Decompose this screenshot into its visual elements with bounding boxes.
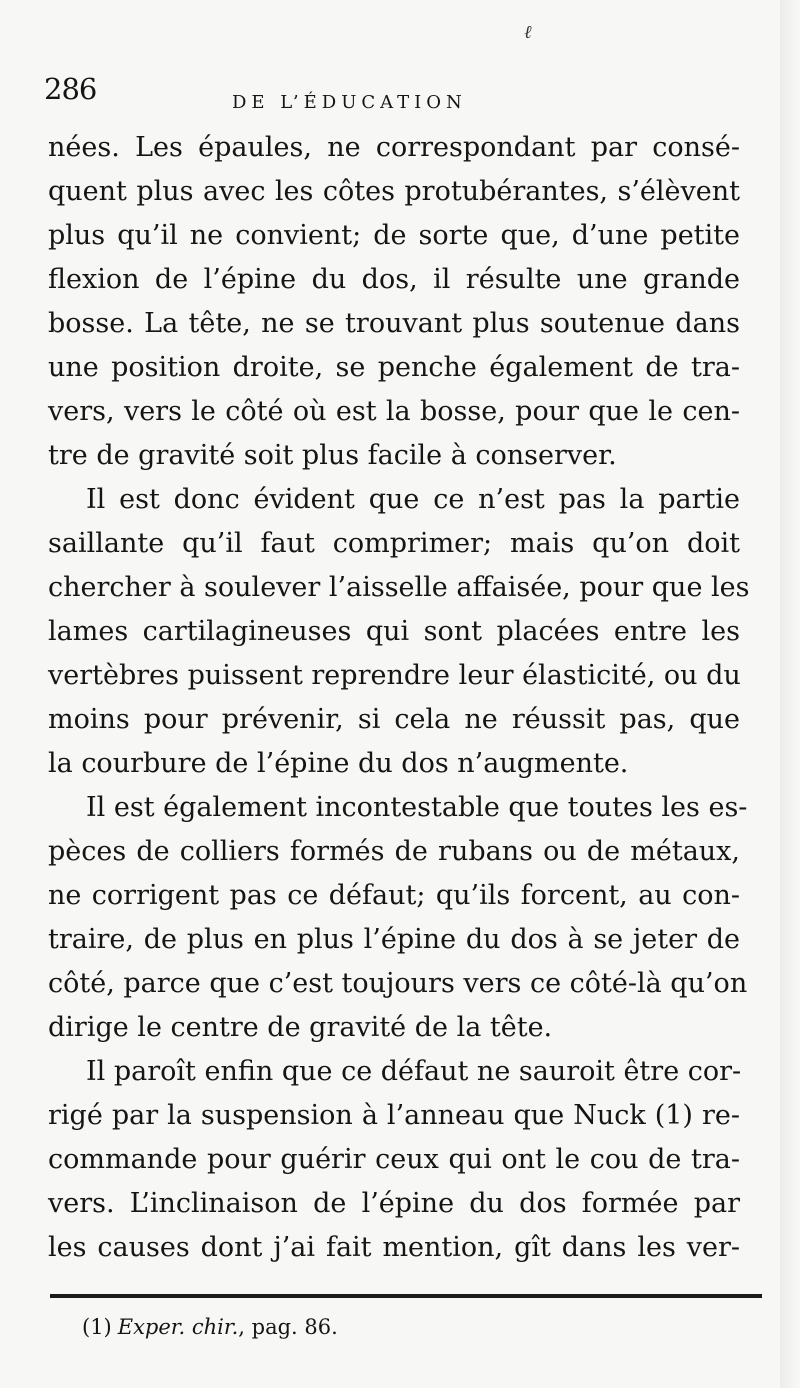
text-line: plus qu’il ne convient; de sorte que, d’une petite: [48, 220, 740, 251]
text-line: pèces de colliers formés de rubans ou de métaux,: [48, 836, 740, 867]
text-line: commande pour guérir ceux qui ont le cou de tra-: [48, 1144, 740, 1175]
text-line: tre de gravité soit plus facile à conserver.: [48, 440, 617, 471]
text-line: flexion de l’épine du dos, il résulte une grande: [48, 264, 740, 295]
stray-pen-mark: ℓ: [524, 22, 532, 43]
page-number: 286: [44, 72, 97, 106]
text-line: quent plus avec les côtes protubérantes, s’élèvent: [48, 176, 740, 207]
page-edge-shadow: [780, 0, 800, 1388]
running-title: DE L’ÉDUCATION: [232, 92, 467, 113]
body-text: [48, 126, 750, 1270]
text-line: chercher à soulever l’aisselle affaisée, pour que les: [48, 572, 750, 603]
text-line: une position droite, se penche également de tra-: [48, 352, 740, 383]
text-line: traire, de plus en plus l’épine du dos à se jeter de: [48, 924, 740, 955]
footnote-rule: [50, 1294, 762, 1298]
paragraph-start-line: Il est également incontestable que toutes les es-: [86, 792, 748, 823]
text-line: vers, vers le côté où est la bosse, pour que le cen-: [48, 396, 740, 427]
paragraph-start-line: Il est donc évident que ce n’est pas la partie: [86, 484, 740, 515]
footnote-reference-detail: , pag. 86.: [238, 1315, 338, 1339]
text-line: saillante qu’il faut comprimer; mais qu’on doit: [48, 528, 740, 559]
footnote-marker: (1): [82, 1315, 112, 1339]
text-line: lames cartilagineuses qui sont placées entre les: [48, 616, 740, 647]
page-header: [44, 72, 744, 122]
text-line: vertèbres puissent reprendre leur élasticité, ou du: [48, 660, 741, 691]
text-line: bosse. La tête, ne se trouvant plus soutenue dans: [48, 308, 740, 339]
footnote-reference-title: Exper. chir.: [117, 1315, 239, 1339]
text-line: vers. L’inclinaison de l’épine du dos formée par: [48, 1188, 740, 1219]
footnote: [82, 1315, 338, 1339]
text-line: côté, parce que c’est toujours vers ce côté-là qu’on: [48, 968, 748, 999]
paragraph-start-line: Il paroît enfin que ce défaut ne sauroit être cor-: [86, 1056, 742, 1087]
text-line: les causes dont j’ai fait mention, gît dans les ver-: [48, 1232, 740, 1263]
text-line: dirige le centre de gravité de la tête.: [48, 1012, 553, 1043]
text-line: ne corrigent pas ce défaut; qu’ils forcent, au con-: [48, 880, 740, 911]
text-line: nées. Les épaules, ne correspondant par consé-: [48, 132, 740, 163]
text-line: moins pour prévenir, si cela ne réussit pas, que: [48, 704, 740, 735]
text-line: rigé par la suspension à l’anneau que Nuck (1) re-: [48, 1100, 740, 1131]
text-line: la courbure de l’épine du dos n’augmente.: [48, 748, 629, 779]
